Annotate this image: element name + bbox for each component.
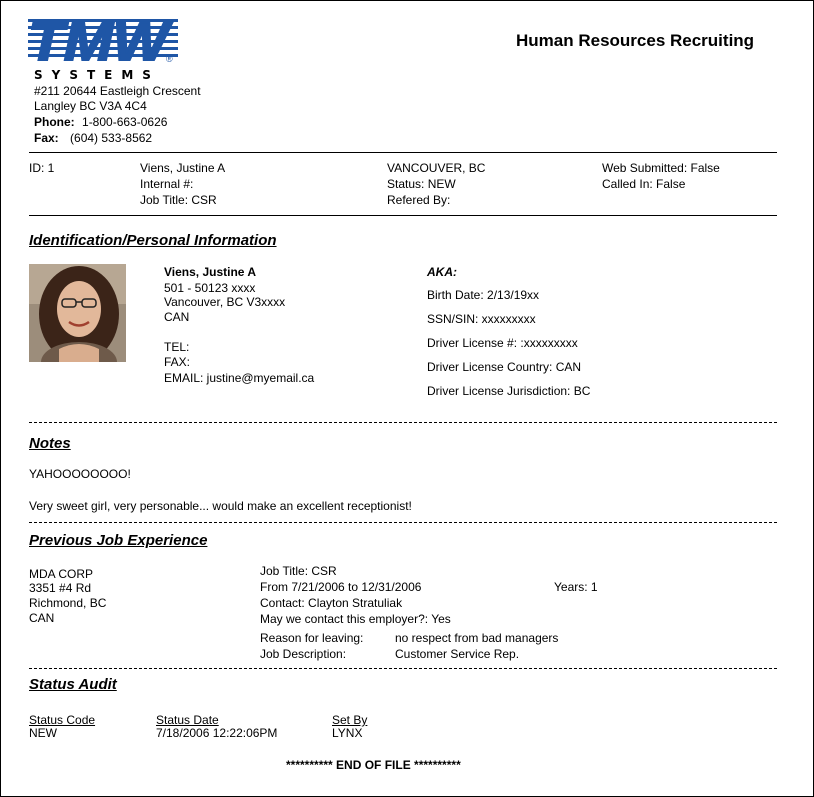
job-years: Years: 1 [554,580,598,594]
summary-internal: Internal #: [140,177,194,191]
personal-address1: 501 - 50123 xxxx [164,281,256,295]
phone-label: Phone: [34,115,75,129]
divider [29,215,777,216]
phone-value: 1-800-663-0626 [82,115,168,129]
company-address-line2: Langley BC V3A 4C4 [34,99,147,113]
personal-fax: FAX: [164,355,191,369]
audit-row-status-date: 7/18/2006 12:22:06PM [156,726,278,740]
logo-registered-mark: ® [166,54,173,64]
dashed-divider [29,522,777,523]
job-reason-label: Reason for leaving: [260,631,364,645]
personal-tel: TEL: [164,340,190,354]
job-city: Richmond, BC [29,596,107,610]
personal-country: CAN [164,310,190,324]
personal-dl-country: Driver License Country: CAN [427,360,582,374]
end-of-file-marker: ********** END OF FILE ********** [286,758,461,772]
job-contact: Contact: Clayton Stratuliak [260,596,403,610]
tmw-logo [28,15,178,65]
audit-header-status-date: Status Date [156,713,219,727]
dashed-divider [29,422,777,423]
section-title-status-audit: Status Audit [29,676,117,693]
job-may-contact: May we contact this employer?: Yes [260,612,451,626]
logo-text: TMW [28,15,173,65]
notes-line1: YAHOOOOOOOO! [29,467,131,481]
notes-line2: Very sweet girl, very personable... would make an excellent receptionist! [29,499,412,513]
fax-value: (604) 533-8562 [70,131,153,145]
audit-row-status-code: NEW [29,726,57,740]
summary-job-title: Job Title: CSR [140,193,217,207]
company-fax [34,131,152,145]
job-country: CAN [29,611,55,625]
summary-status: Status: NEW [387,177,456,191]
summary-name: Viens, Justine A [140,161,226,175]
personal-email: EMAIL: justine@myemail.ca [164,371,315,385]
job-title: Job Title: CSR [260,564,337,578]
audit-row-set-by: LYNX [332,726,363,740]
job-description-label: Job Description: [260,647,347,661]
summary-city: VANCOUVER, BC [387,161,486,175]
personal-aka: AKA: [427,265,457,279]
logo-subtitle: SYSTEMS [34,68,160,82]
job-description-value: Customer Service Rep. [395,647,520,661]
company-address-line1: #211 20644 Eastleigh Crescent [34,84,201,98]
section-title-notes: Notes [29,435,71,452]
personal-dl-number: Driver License #: :xxxxxxxxx [427,336,578,350]
report-title: Human Resources Recruiting [516,31,755,50]
fax-label: Fax: [34,131,59,145]
dashed-divider [29,668,777,669]
job-employer: MDA CORP [29,567,94,581]
personal-birth-date: Birth Date: 2/13/19xx [427,288,540,302]
personal-dl-jurisdiction: Driver License Jurisdiction: BC [427,384,591,398]
job-dates: From 7/21/2006 to 12/31/2006 [260,580,422,594]
audit-header-set-by: Set By [332,713,368,727]
summary-called-in: Called In: False [602,177,686,191]
summary-referred-by: Refered By: [387,193,451,207]
job-street: 3351 #4 Rd [29,581,92,595]
personal-address2: Vancouver, BC V3xxxx [164,295,286,309]
personal-name: Viens, Justine A [164,265,257,279]
applicant-photo [29,264,126,362]
job-reason-value: no respect from bad managers [395,631,559,645]
audit-header-status-code: Status Code [29,713,96,727]
divider [29,152,777,153]
personal-ssn: SSN/SIN: xxxxxxxxx [427,312,536,326]
summary-web-submitted: Web Submitted: False [602,161,720,175]
summary-id: ID: 1 [29,161,55,175]
section-title-personal: Identification/Personal Information [29,232,277,249]
company-phone [34,115,167,129]
section-title-job-experience: Previous Job Experience [29,532,208,549]
